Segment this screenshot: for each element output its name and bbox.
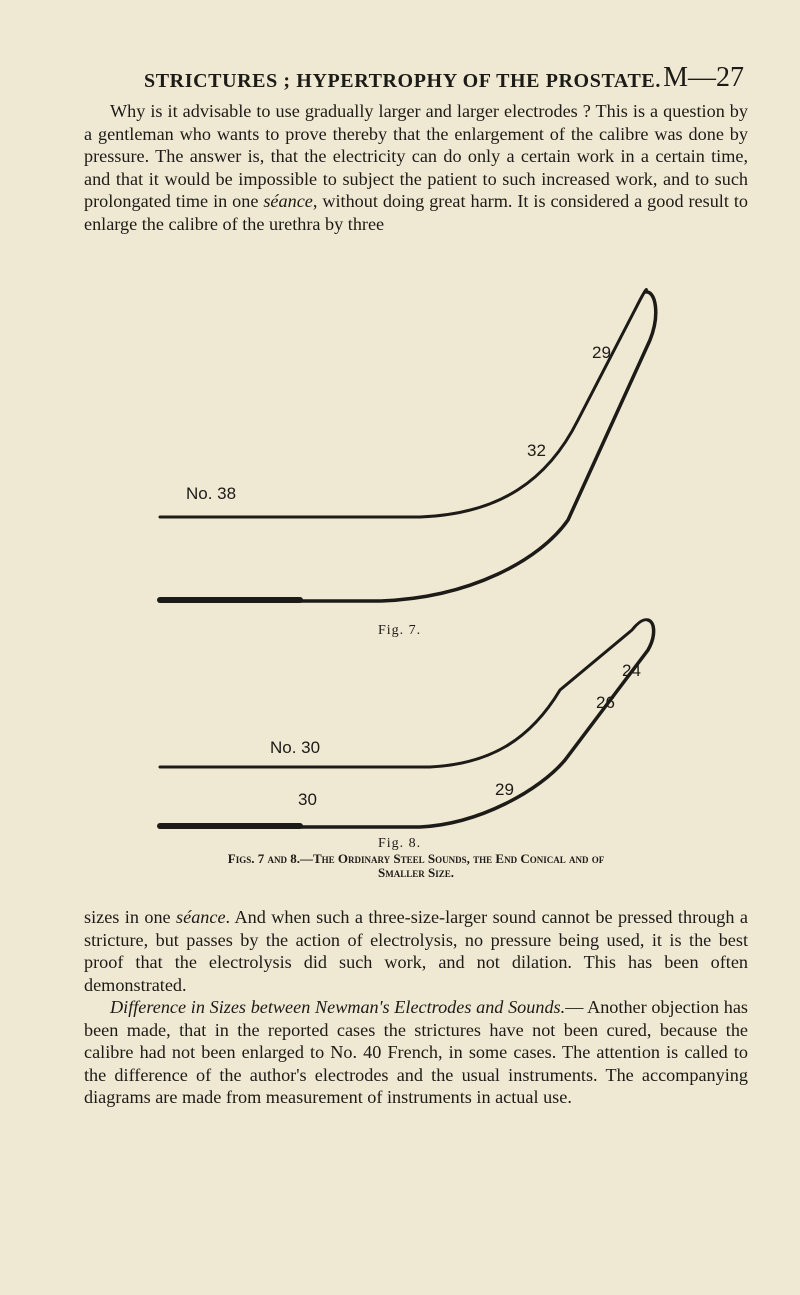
fig8-label-26: 26 [596,693,615,712]
paragraph-2-text-a: sizes in one [84,907,177,927]
paragraph-2-text-b: . And when such a three-size-larger sound cannot be pressed through a stricture, but passes by the action of electrolysis, no pressure being used, it is the best proof that the electrolysis did such work, and not dilation. This has been often demonstrated. [84,907,748,995]
fig7-sound-upper-edge [160,290,646,517]
fig8-label-29: 29 [495,780,514,799]
page-number: M—27 [663,62,744,93]
fig7-caption: Fig. 7. [378,623,422,638]
fig8-sound-lower-edge [160,620,654,827]
fig7-label-no38: No. 38 [186,484,237,503]
figures-caption [84,852,748,880]
fig8-caption: Fig. 8. [378,836,422,851]
paragraph-1-seance: séance [263,191,313,212]
paragraph-3 [84,996,748,1109]
figures-caption-line-1: Figs. 7 and 8.—The Ordinary Steel Sounds, the End Conical and of [227,851,605,866]
paragraph-3-text: — Another objection has been made, that in the reported cases the strictures have not been cured, because the calibre had not been enlarged to No. 40 French, in some cases. The attention is called to the difference of the author's electrodes and the usual instruments. The accompanying diagrams are made from measurement of instruments in actual use. [84,997,748,1108]
figures-caption-line-2: Smaller Size. [378,865,454,880]
fig7-label-32: 32 [527,441,546,460]
fig8-label-30: 30 [298,790,317,809]
paragraph-1-text-c: It is considered a good result to enlarge the calibre of the urethra by three [84,191,748,234]
paragraph-1-text-b: , without doing great harm. [312,191,513,212]
fig8-label-no30: No. 30 [270,738,321,757]
section-heading: Difference in Sizes between Newman's Electrodes and Sounds. [110,997,566,1017]
fig7-sound-lower-edge [160,292,656,601]
fig7-label-29: 29 [592,343,611,362]
header-title: STRICTURES ; HYPERTROPHY OF THE PROSTATE. [144,70,661,92]
paragraph-1-question: Why is it advisable to use gradually larger and larger electrodes ? [110,101,591,121]
paragraph-2 [84,906,748,996]
paragraph-2-seance: séance [176,907,226,927]
fig8-label-24: 24 [622,661,641,680]
paragraph-1-text-a: This is a question by a gentleman who wants to prove thereby that the enlargement of the calibre was done by pressure. The answer is, that the electricity can do only a certain work in a certain time, and that it would be impossible to subject the patient to such increased work, and to such prolongated time in one [84,101,748,212]
